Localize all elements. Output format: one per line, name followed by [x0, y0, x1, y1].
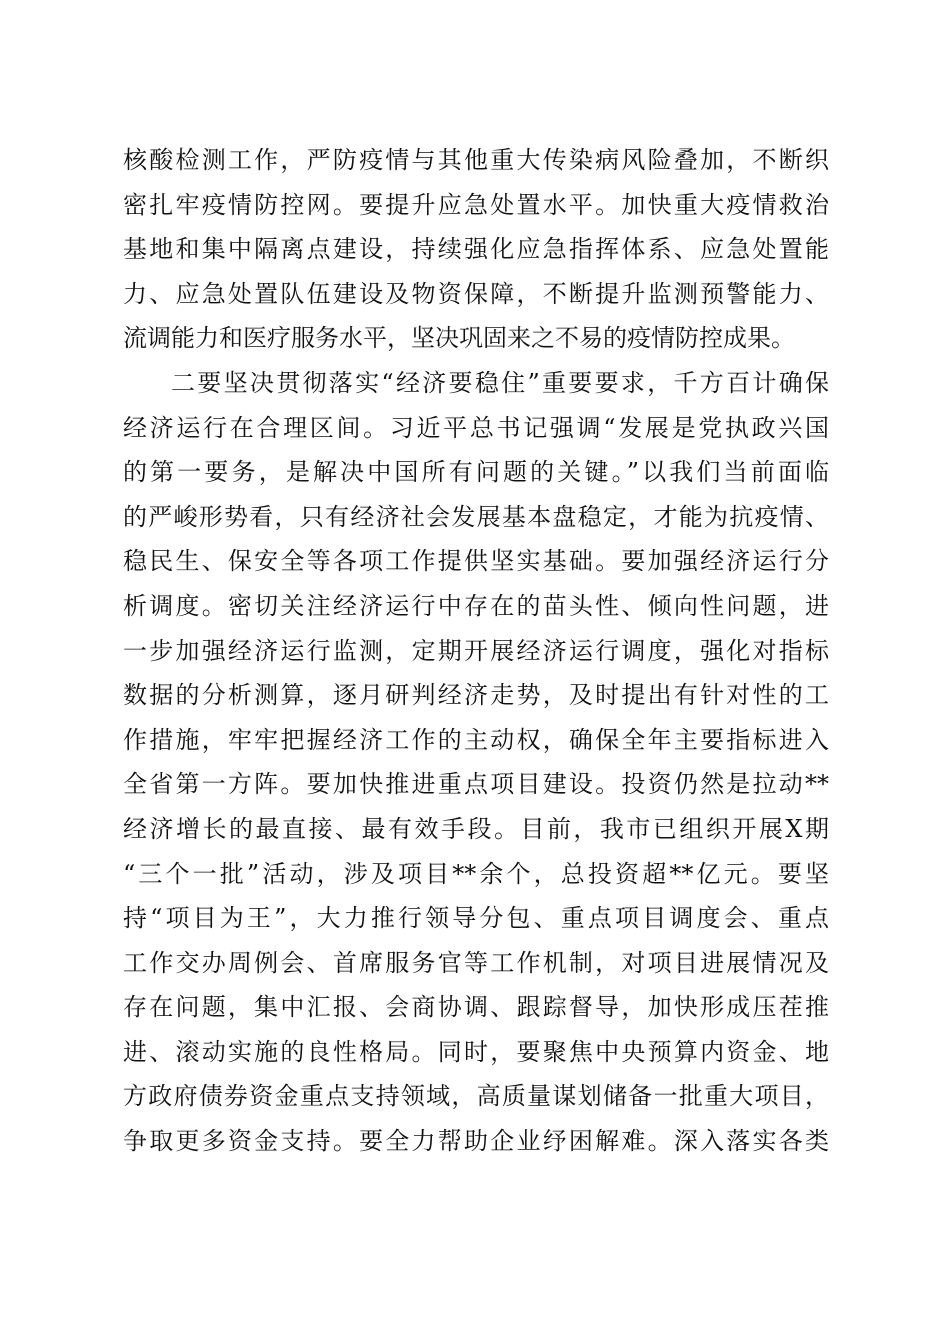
text-line: 的第一要务，是解决中国所有问题的关键。”以我们当前面临 [123, 458, 829, 487]
text-line: “三个一批”活动，涉及项目**余个，总投资超**亿元。要坚 [123, 859, 829, 888]
text-line: 力、应急处置队伍建设及物资保障，不断提升监测预警能力、 [123, 279, 829, 308]
text-line: 存在问题，集中汇报、会商协调、跟踪督导，加快形成压茬推 [123, 993, 829, 1022]
text-line: 经济运行在合理区间。习近平总书记强调“发展是党执政兴国 [123, 413, 829, 442]
text-line: 作措施，牢牢把握经济工作的主动权，确保全年主要指标进入 [123, 725, 829, 754]
text-line: 一步加强经济运行监测，定期开展经济运行调度，强化对指标 [123, 636, 829, 665]
text-line: 数据的分析测算，逐月研判经济走势，及时提出有针对性的工 [123, 681, 829, 710]
text-line: 方政府债券资金重点支持领域，高质量谋划储备一批重大项目， [123, 1082, 829, 1111]
text-line: 全省第一方阵。要加快推进重点项目建设。投资仍然是拉动** [123, 770, 829, 799]
document-body [123, 138, 829, 1164]
text-line: 稳民生、保安全等各项工作提供坚实基础。要加强经济运行分 [123, 547, 829, 576]
text-line: 经济增长的最直接、最有效手段。目前，我市已组织开展X期 [123, 814, 829, 843]
text-line: 密扎牢疫情防控网。要提升应急处置水平。加快重大疫情救治 [123, 190, 829, 219]
text-line: 流调能力和医疗服务水平，坚决巩固来之不易的疫情防控成果。 [123, 324, 795, 353]
text-line: 进、滚动实施的良性格局。同时，要聚焦中央预算内资金、地 [123, 1037, 829, 1066]
text-line: 析调度。密切关注经济运行中存在的苗头性、倾向性问题，进 [123, 591, 829, 620]
text-line: 争取更多资金支持。要全力帮助企业纾困解难。深入落实各类 [123, 1127, 829, 1156]
text-line: 工作交办周例会、首席服务官等工作机制，对项目进展情况及 [123, 948, 829, 977]
text-line: 基地和集中隔离点建设，持续强化应急指挥体系、应急处置能 [123, 235, 829, 264]
text-line: 核酸检测工作，严防疫情与其他重大传染病风险叠加，不断织 [123, 146, 829, 174]
text-line: 持“项目为王”，大力推行领导分包、重点项目调度会、重点 [123, 904, 829, 933]
paragraph-start-line: 二要坚决贯彻落实“经济要稳住”重要要求，千方百计确保 [171, 368, 829, 397]
text-line: 的严峻形势看，只有经济社会发展基本盘稳定，才能为抗疫情、 [123, 502, 829, 531]
